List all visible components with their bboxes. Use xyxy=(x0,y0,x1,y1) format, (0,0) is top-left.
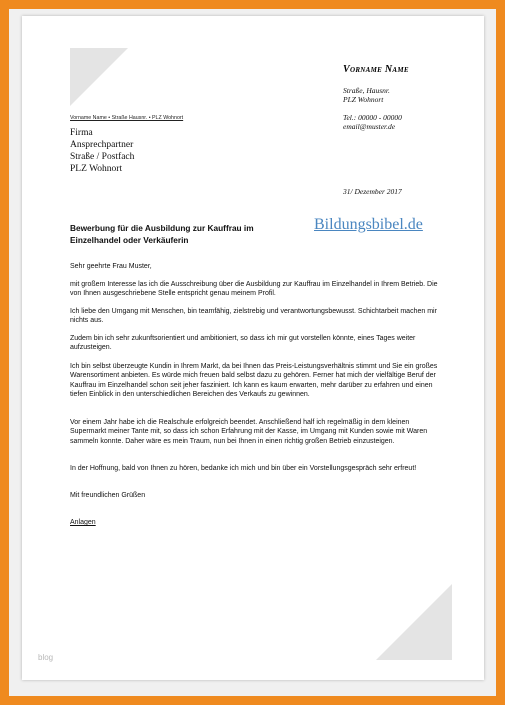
recipient-company: Firma xyxy=(70,128,93,138)
sender-phone: Tel.: 00000 - 00000 xyxy=(343,113,402,122)
watermark-logo: Bildungsbibel.de xyxy=(314,216,423,233)
paragraph-ambition: Zudem bin ich sehr zukunftsorientiert und ambitioniert, so dass ich mir gut vorstellen könnte, eines Tages weiter aufzusteigen. xyxy=(70,335,416,352)
sender-email: email@muster.de xyxy=(343,122,396,131)
subject-line: Bewerbung für die Ausbildung zur Kauffrau im Einzelhandel oder Verkäuferin xyxy=(70,223,254,245)
closing-greeting: Mit freundlichen Grüßen xyxy=(70,492,146,499)
decorative-triangle-top xyxy=(70,48,128,106)
paragraph-experience: Vor einem Jahr habe ich die Realschule erfolgreich beendet. Anschließend half ich regelmäßig in dem kleinen Supermarkt meiner Tante mit, so dass ich schon Erfahrung mit der Kasse, im Umgang mit Kunden sowie mit Waren sammeln konnte. Daher wäre es mein Traum, nun bei Ihnen in einen richtig großen Betrieb einzusteigen. xyxy=(70,419,428,445)
paragraph-skills: Ich liebe den Umgang mit Menschen, bin teamfähig, zielstrebig und verantwortungsbewusst. Schichtarbeit machen mir nichts aus. xyxy=(70,308,437,325)
return-address-line: Vorname Name • Straße Hausnr. • PLZ Wohnort xyxy=(70,115,184,121)
letter-date: 31/ Dezember 2017 xyxy=(343,187,402,196)
recipient-street: Straße / Postfach xyxy=(70,152,135,162)
sender-street: Straße, Hausnr. xyxy=(343,86,390,95)
recipient-city: PLZ Wohnort xyxy=(70,164,123,174)
sender-name: Vorname Name xyxy=(343,64,409,75)
sender-city: PLZ Wohnort xyxy=(343,95,384,104)
paragraph-interest: mit großem Interesse las ich die Ausschreibung über die Ausbildung zur Kauffrau im Einzelhandel in Ihrem Betrieb. Die von Ihnen ausgeschriebene Stelle entspricht genau meinem Profil. xyxy=(70,281,438,298)
salutation: Sehr geehrte Frau Muster, xyxy=(70,263,152,270)
corner-tag: blog xyxy=(38,653,54,662)
attachments-label: Anlagen xyxy=(70,519,96,526)
paragraph-closing-hope: In der Hoffnung, bald von Ihnen zu hören, bedanke ich mich und bin über ein Vorstellungsgespräch sehr erfreut! xyxy=(70,465,417,472)
decorative-triangle-bottom xyxy=(376,584,452,660)
paragraph-motivation: Ich bin selbst überzeugte Kundin in Ihrem Markt, da bei Ihnen das Preis-Leistungsverhältnis stimmt und Sie ein großes Warensortiment anbieten. Es würde mich freuen bald selbst dazu zu gehören. Ferner hat mich der vielfältige Beruf der Kauffrau im Einzelhandel schon seit jeher fasziniert. Ich kann es kaum erwarten, mehr darüber zu erfahren und einen tiefen Einblick in den unterschiedlichen Bereichen des Verkaufs zu gewinnen. xyxy=(70,363,438,398)
recipient-contact: Ansprechpartner xyxy=(70,140,134,150)
